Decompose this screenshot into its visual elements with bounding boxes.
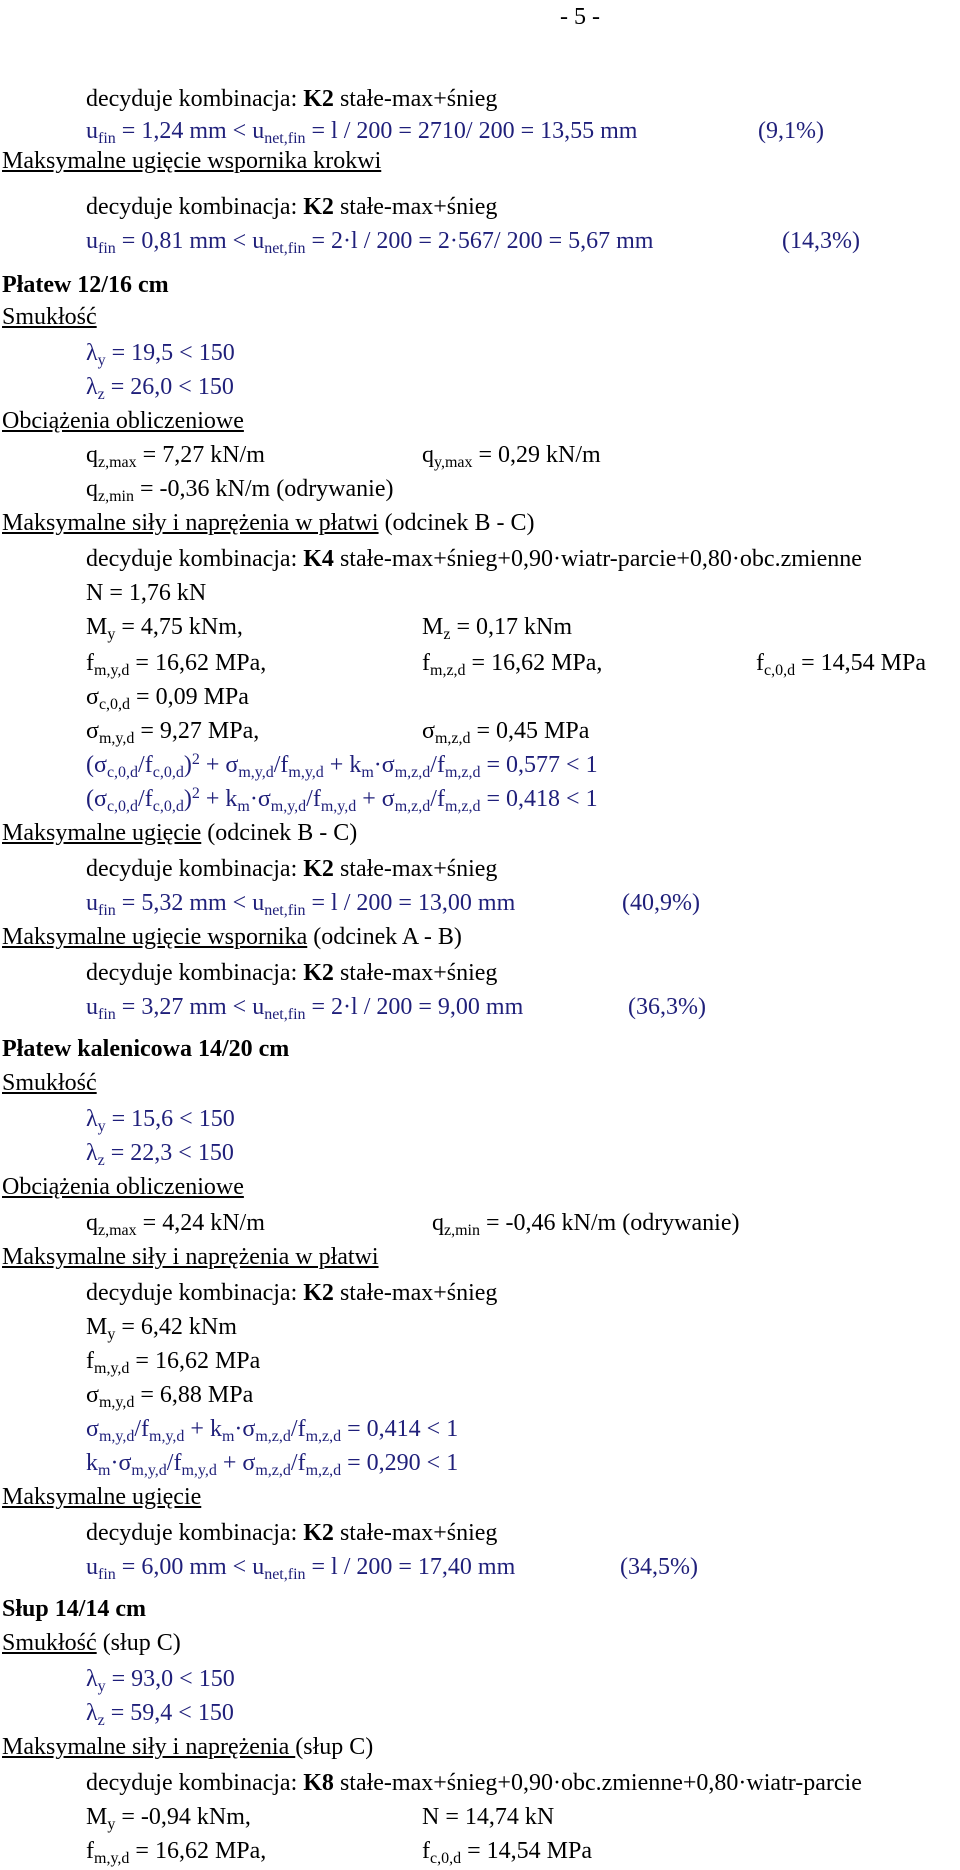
moment-z: $M_z = 0,17$ kNm xyxy=(422,614,572,643)
combination-desc: stałe-max+śnieg xyxy=(333,86,498,112)
forces-heading: Maksymalne siły i naprężenia (słup C) xyxy=(2,1734,374,1760)
sigma-myd: $\sigma_{m,y,d} = 6,88$ MPa xyxy=(86,1382,254,1411)
f-c0d: $f_{c,0,d} = 14,54$ MPa xyxy=(756,650,926,679)
lambda-z: $\lambda_z = 26,0 < 150$ xyxy=(86,374,234,403)
f-c0d: $f_{c,0,d} = 14,54$ MPa xyxy=(422,1838,592,1867)
q-zmin: $q_{z,min} = -0,36$ kN/m (odrywanie) xyxy=(86,476,394,505)
page-number: - 5 - xyxy=(560,4,600,30)
lambda-y: $\lambda_y = 93,0 < 150$ xyxy=(86,1666,235,1695)
combination-line: decyduje kombinacja: K2 stałe-max+śnieg xyxy=(86,1280,498,1306)
section-title: Słup 14/14 cm xyxy=(2,1596,147,1622)
combination-line: decyduje kombinacja: K2 stałe-max+śnieg xyxy=(86,960,498,986)
deflection-check: $u_{fin} = 0,81$ mm < $u_{net,fin} = 2\cdot l / 200 = 2\cdot 567/$ 200 = 5,67 mm xyxy=(86,228,654,257)
interaction-check-2: $k_m\cdot\sigma_{m,y,d}/f_{m,y,d} + \sigma_{m,z,d}/f_{m,z,d} = 0,290 < 1$ xyxy=(86,1450,459,1479)
moment-y: $M_y = 6,42$ kNm xyxy=(86,1314,237,1343)
combination-label: decyduje kombinacja: xyxy=(86,86,304,112)
deflection-ratio: (9,1%) xyxy=(758,118,824,144)
loads-heading: Obciążenia obliczeniowe xyxy=(2,408,244,434)
combination-line: decyduje kombinacja: K2 stałe-max+śnieg xyxy=(86,856,498,882)
q-zmin: $q_{z,min} = -0,46$ kN/m (odrywanie) xyxy=(432,1210,740,1239)
axial-force: N = 14,74 kN xyxy=(422,1804,555,1830)
f-myd: $f_{m,y,d} = 16,62$ MPa, xyxy=(86,1838,267,1867)
q-ymax: $q_{y,max} = 0,29$ kN/m xyxy=(422,442,601,471)
deflection-check: $u_{fin} = 3,27$ mm < $u_{net,fin} = 2\cdot l / 200 = 9,00$ mm xyxy=(86,994,524,1023)
combination-line xyxy=(86,84,497,114)
axial-force: N = 1,76 kN xyxy=(86,580,207,606)
moment-y: $M_y = -0,94$ kNm, xyxy=(86,1804,251,1833)
section-heading: Maksymalne ugięcie wspornika krokwi xyxy=(2,148,382,174)
lambda-z: $\lambda_z = 22,3 < 150$ xyxy=(86,1140,234,1169)
deflection-check: $u_{fin} = 6,00$ mm < $u_{net,fin} = l / 200 = 17,40$ mm xyxy=(86,1554,516,1583)
moment-y: $M_y = 4,75$ kNm, xyxy=(86,614,243,643)
combination-line: decyduje kombinacja: K4 stałe-max+śnieg+0,90·wiatr-parcie+0,80·obc.zmienne xyxy=(86,546,862,572)
cantilever-deflection-heading: Maksymalne ugięcie wspornika (odcinek A - B) xyxy=(2,924,462,950)
f-myd: $f_{m,y,d} = 16,62$ MPa xyxy=(86,1348,261,1377)
forces-heading: Maksymalne siły i naprężenia w płatwi (odcinek B - C) xyxy=(2,510,535,536)
combination-line: decyduje kombinacja: K2 stałe-max+śnieg xyxy=(86,1520,498,1546)
deflection-heading: Maksymalne ugięcie (odcinek B - C) xyxy=(2,820,358,846)
lambda-z: $\lambda_z = 59,4 < 150$ xyxy=(86,1700,234,1729)
deflection-ratio: (34,5%) xyxy=(620,1554,698,1580)
interaction-check-1: $\sigma_{m,y,d}/f_{m,y,d} + k_m\cdot\sigma_{m,z,d}/f_{m,z,d} = 0,414 < 1$ xyxy=(86,1416,459,1445)
deflection-ratio: (36,3%) xyxy=(628,994,706,1020)
slenderness-heading: Smukłość (słup C) xyxy=(2,1630,181,1656)
section-title: Płatew 12/16 cm xyxy=(2,272,169,298)
combination-line: decyduje kombinacja: K2 stałe-max+śnieg xyxy=(86,194,498,220)
sigma-mzd: $\sigma_{m,z,d} = 0,45$ MPa xyxy=(422,718,590,747)
slenderness-heading: Smukłość xyxy=(2,1070,97,1096)
interaction-check-1: $(\sigma_{c,0,d}/f_{c,0,d})^2 + \sigma_{m,y,d}/f_{m,y,d} + k_m\cdot\sigma_{m,z,d}/f_{m,z,d} = 0,577 < 1$ xyxy=(86,751,598,781)
lambda-y: $\lambda_y = 15,6 < 150$ xyxy=(86,1106,235,1135)
forces-heading: Maksymalne siły i naprężenia w płatwi xyxy=(2,1244,379,1270)
deflection-check: $u_{fin} = 1,24$ mm < $u_{net,fin} = l / 200 = 2710/$ 200 = 13,55 mm xyxy=(86,118,638,147)
sigma-c0d: $\sigma_{c,0,d} = 0,09$ MPa xyxy=(86,684,249,713)
f-myd: $f_{m,y,d} = 16,62$ MPa, xyxy=(86,650,267,679)
combination-line: decyduje kombinacja: K8 stałe-max+śnieg+0,90·obc.zmienne+0,80·wiatr-parcie xyxy=(86,1770,862,1796)
deflection-ratio: (40,9%) xyxy=(622,890,700,916)
deflection-heading: Maksymalne ugięcie xyxy=(2,1484,202,1510)
loads-heading: Obciążenia obliczeniowe xyxy=(2,1174,244,1200)
q-zmax: $q_{z,max} = 7,27$ kN/m xyxy=(86,442,265,471)
interaction-check-2: $(\sigma_{c,0,d}/f_{c,0,d})^2 + k_m\cdot\sigma_{m,y,d}/f_{m,y,d} + \sigma_{m,z,d}/f_{m,z,d} = 0,418 < 1$ xyxy=(86,785,598,815)
f-mzd: $f_{m,z,d} = 16,62$ MPa, xyxy=(422,650,603,679)
combination-code: K2 xyxy=(303,86,334,112)
q-zmax: $q_{z,max} = 4,24$ kN/m xyxy=(86,1210,265,1239)
sigma-myd: $\sigma_{m,y,d} = 9,27$ MPa, xyxy=(86,718,260,747)
deflection-ratio: (14,3%) xyxy=(782,228,860,254)
slenderness-heading: Smukłość xyxy=(2,304,97,330)
lambda-y: $\lambda_y = 19,5 < 150$ xyxy=(86,340,235,369)
section-title: Płatew kalenicowa 14/20 cm xyxy=(2,1036,290,1062)
deflection-check: $u_{fin} = 5,32$ mm < $u_{net,fin} = l / 200 = 13,00$ mm xyxy=(86,890,516,919)
